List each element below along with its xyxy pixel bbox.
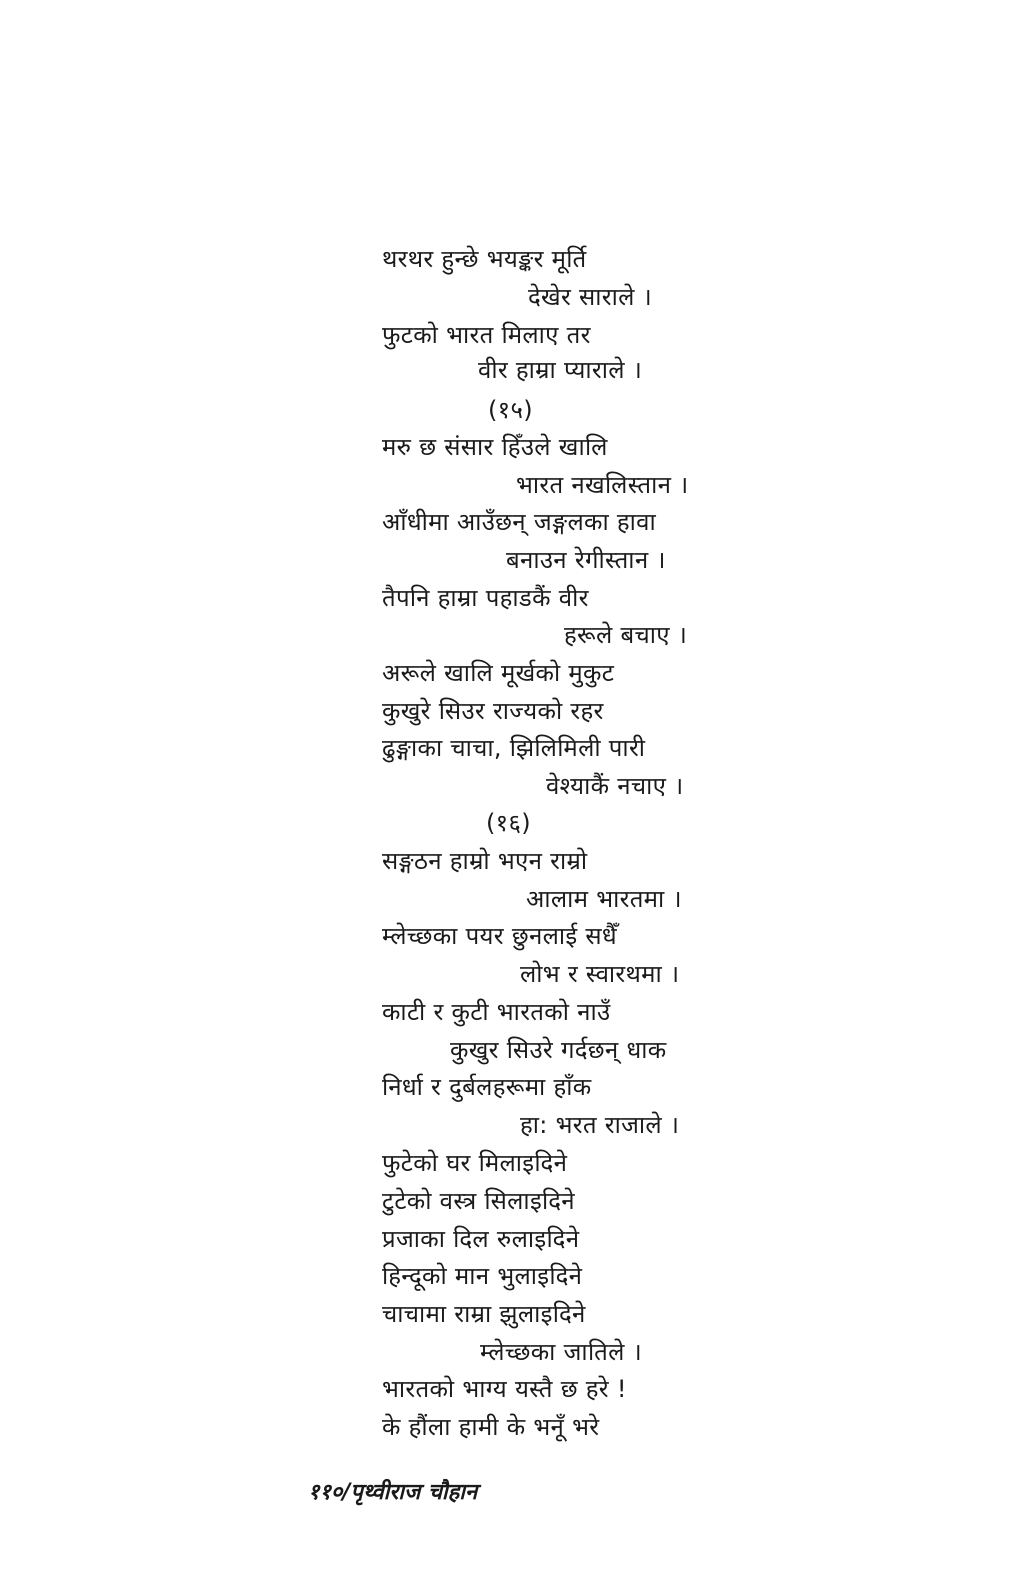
- poem-line: तैपनि हाम्रा पहाडकैं वीर: [382, 584, 589, 612]
- poem-line: देखेर साराले ।: [528, 283, 652, 311]
- page-footer: ११०/पृथ्वीराज चौहान: [308, 1480, 478, 1505]
- poem-line: भारतको भाग्य यस्तै छ हरे !: [382, 1375, 627, 1403]
- stanza-number: (१६): [486, 809, 531, 837]
- poem-line: प्रजाका दिल रुलाइदिने: [382, 1225, 580, 1253]
- poem-line: फुटको भारत मिलाए तर: [382, 321, 591, 349]
- poem-line: ढुङ्गाका चाचा, झिलिमिली पारी: [382, 734, 646, 762]
- poem-line: चाचामा राम्रा झुलाइदिने: [382, 1300, 586, 1328]
- poem-line: हा: भरत राजाले ।: [520, 1111, 680, 1139]
- poem-line: मरु छ संसार हिँउले खालि: [382, 433, 608, 461]
- poem-line: हिन्दूको मान भुलाइदिने: [382, 1262, 583, 1290]
- poem-line: हरूले बचाए ।: [564, 621, 688, 649]
- poem-line: सङ्गठन हाम्रो भएन राम्रो: [382, 847, 588, 875]
- poem-line: अरूले खालि मूर्खको मुकुट: [382, 659, 615, 687]
- poem-line: म्लेच्छका पयर छुनलाई सधैँ: [382, 922, 617, 950]
- poem-line: आलाम भारतमा ।: [526, 885, 682, 913]
- poem-line: आँधीमा आउँछन् जङ्गलका हावा: [382, 508, 657, 536]
- poem-line: टुटेको वस्त्र सिलाइदिने: [382, 1187, 575, 1215]
- poem-line: काटी र कुटी भारतको नाउँ: [382, 998, 611, 1026]
- poem-line: निर्धा र दुर्बलहरूमा हाँक: [382, 1073, 592, 1101]
- poem-line: फुटेको घर मिलाइदिने: [382, 1149, 568, 1177]
- poem-line: थरथर हुन्छे भयङ्कर मूर्ति: [382, 245, 587, 273]
- poem-line: के हौंला हामी के भनूँ भरे: [382, 1413, 600, 1441]
- poem-line: कुखुरे सिउर राज्यको रहर: [382, 697, 604, 725]
- poem-line: लोभ र स्वारथमा ।: [520, 960, 680, 988]
- stanza-number: (१५): [488, 396, 533, 424]
- poem-line: बनाउन रेगीस्तान ।: [506, 546, 666, 574]
- poem-line: भारत नखलिस्तान ।: [516, 471, 689, 499]
- poem-line: म्लेच्छका जातिले ।: [480, 1338, 643, 1366]
- poem-line: वीर हाम्रा प्याराले ।: [478, 356, 643, 384]
- poem-line: वेश्याकैं नचाए ।: [546, 772, 684, 800]
- poem-line: कुखुर सिउरे गर्दछन् धाक: [450, 1036, 667, 1064]
